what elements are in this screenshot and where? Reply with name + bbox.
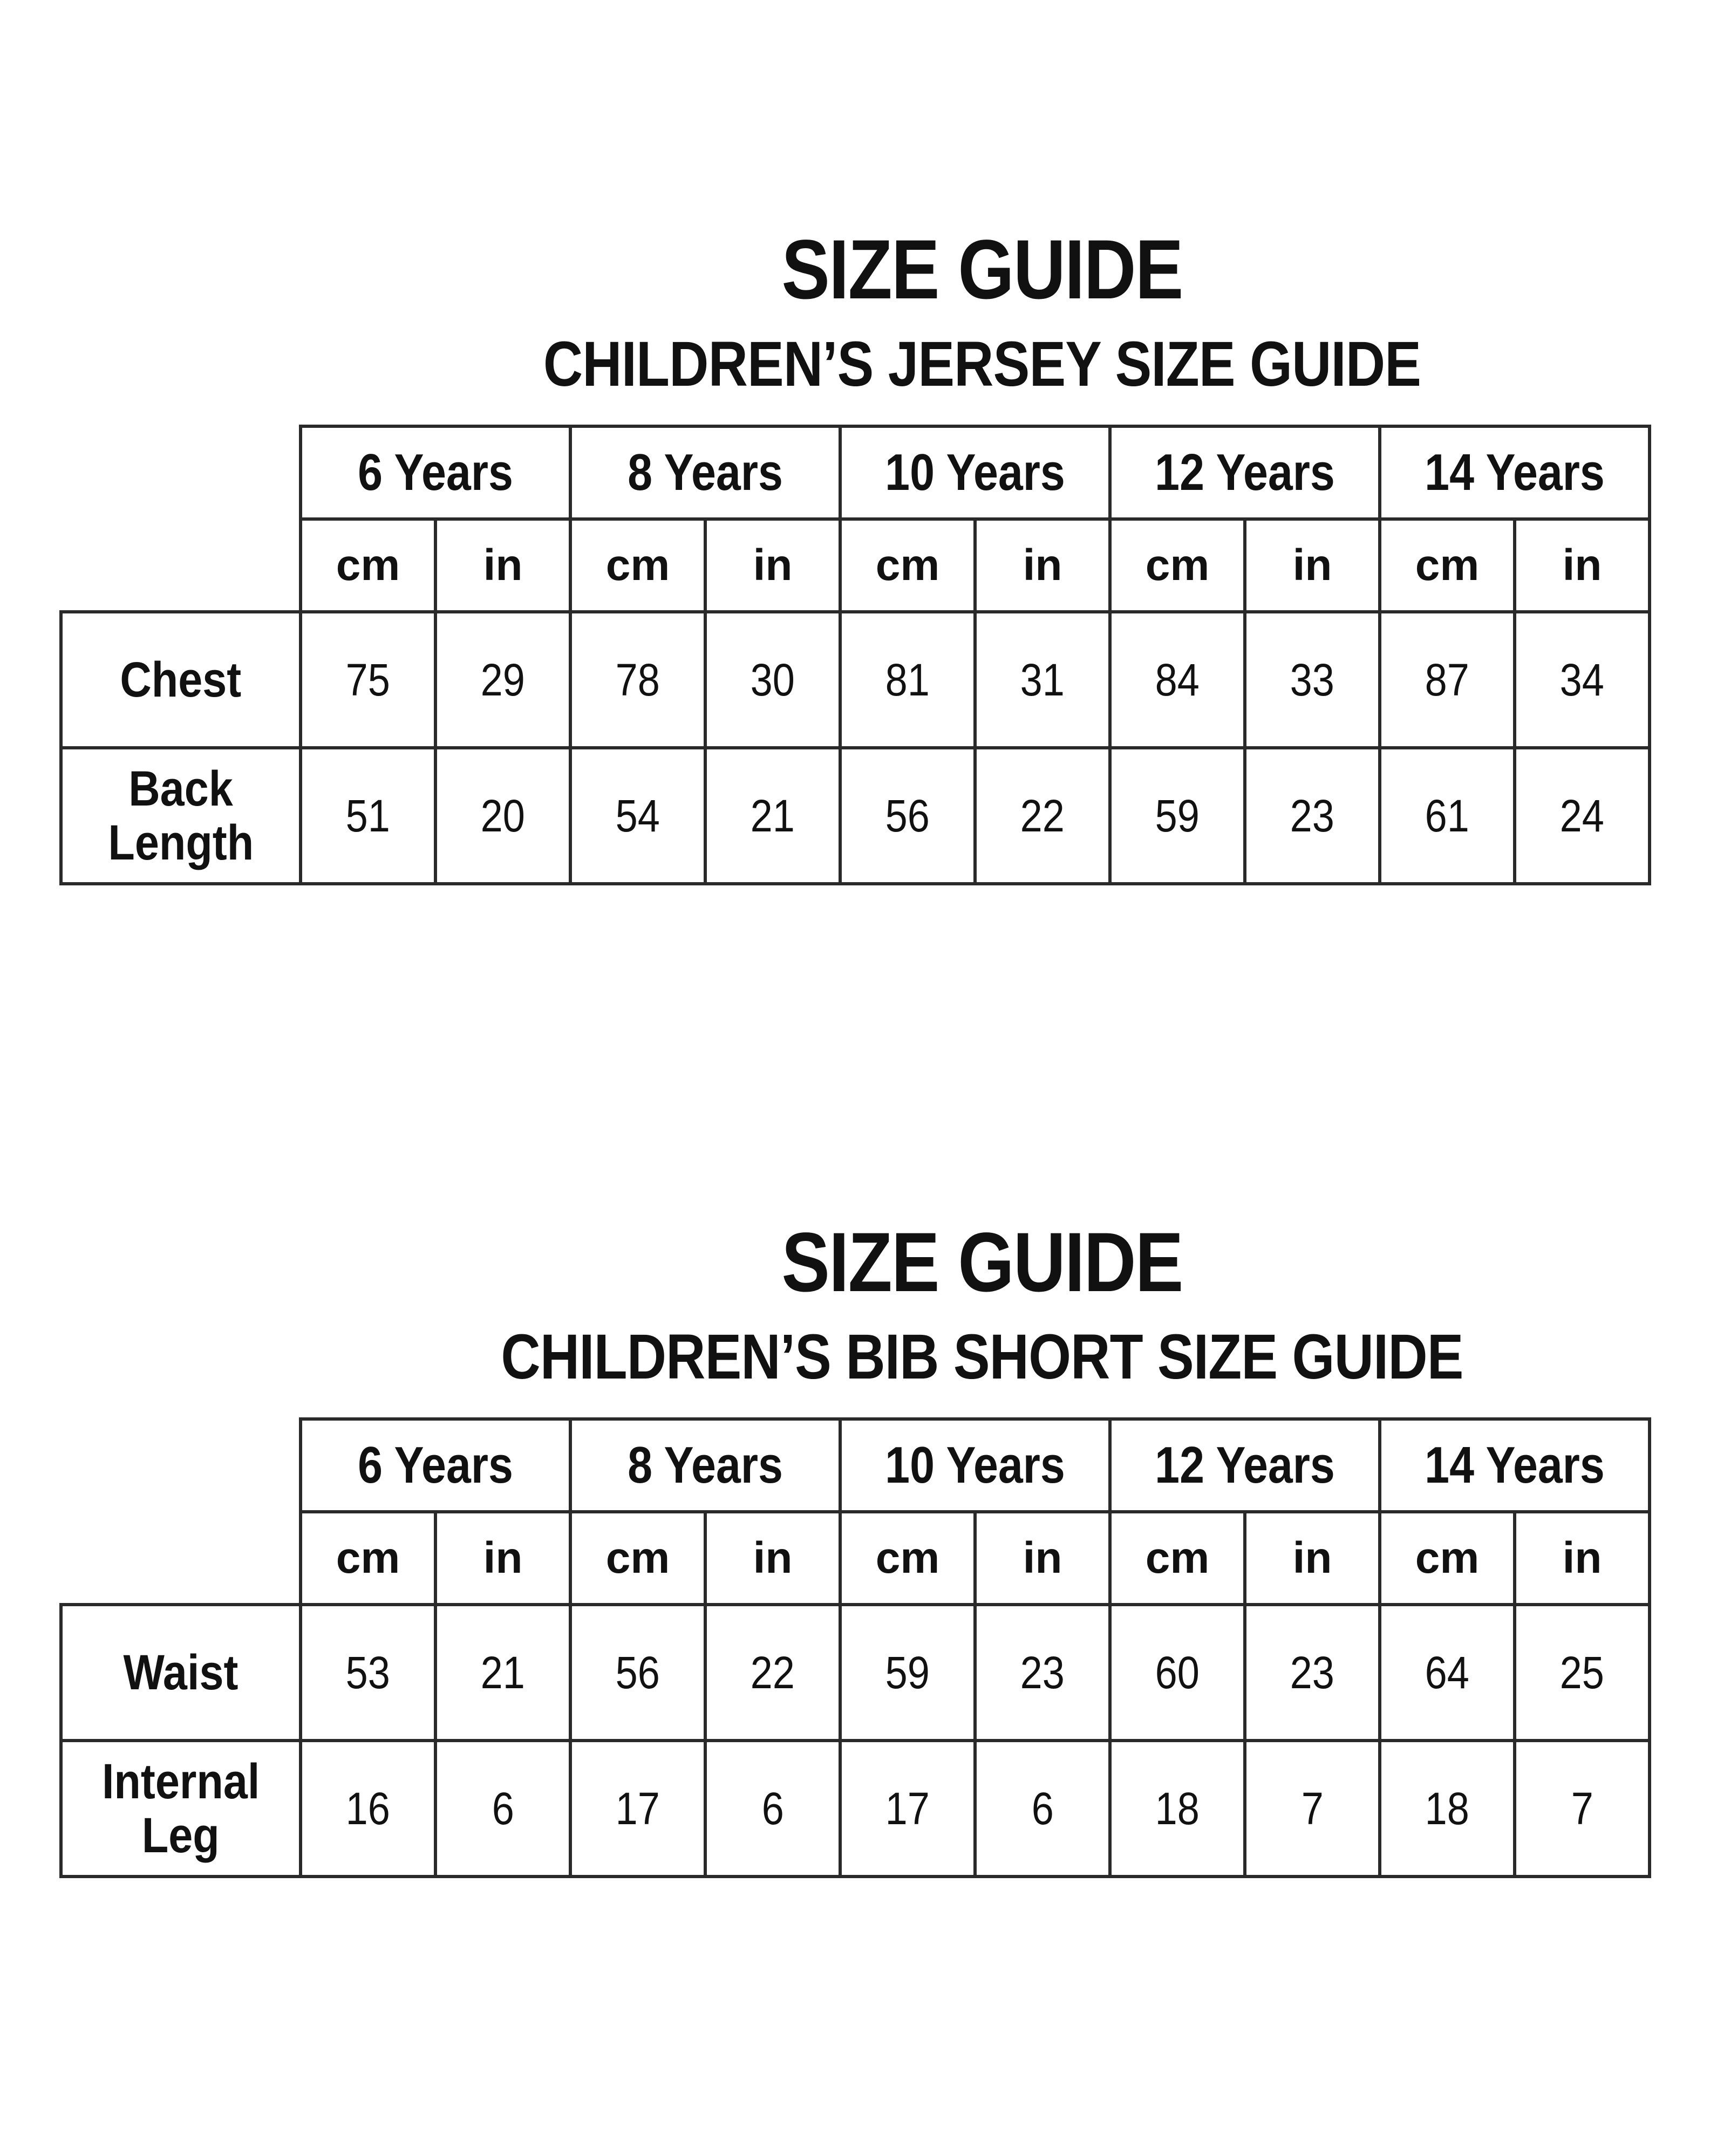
unit-header: cm (1380, 1512, 1515, 1605)
unit-header: in (1245, 519, 1380, 612)
value-cell: 59 (840, 1605, 975, 1741)
age-header: 14 Years (1380, 1419, 1650, 1512)
corner-blank (61, 426, 301, 612)
unit-header: cm (840, 519, 975, 612)
value-cell: 23 (975, 1605, 1110, 1741)
guide-title: SIZE GUIDE (781, 223, 1183, 317)
value-cell: 51 (301, 748, 435, 884)
row-label: Back Length (61, 748, 301, 884)
table-row (61, 1605, 1650, 1741)
age-header: 10 Years (840, 426, 1110, 519)
value-cell: 59 (1110, 748, 1245, 884)
bib-short-size-table (59, 1417, 1651, 1878)
value-cell: 23 (1245, 748, 1380, 884)
value-cell: 54 (570, 748, 705, 884)
value-cell: 21 (705, 748, 840, 884)
age-header-row (61, 1419, 1650, 1512)
unit-header: in (1245, 1512, 1380, 1605)
value-cell: 24 (1515, 748, 1650, 884)
guide-subtitle: CHILDREN’S JERSEY SIZE GUIDE (543, 329, 1421, 400)
value-cell: 34 (1515, 612, 1650, 748)
value-cell: 21 (435, 1605, 570, 1741)
unit-header: in (975, 519, 1110, 612)
age-header: 10 Years (840, 1419, 1110, 1512)
unit-header: in (1515, 1512, 1650, 1605)
jersey-size-table (59, 425, 1651, 885)
value-cell: 6 (435, 1741, 570, 1877)
value-cell: 23 (1245, 1605, 1380, 1741)
age-header: 6 Years (301, 426, 570, 519)
value-cell: 87 (1380, 612, 1515, 748)
value-cell: 7 (1245, 1741, 1380, 1877)
unit-header: cm (1110, 1512, 1245, 1605)
unit-header: cm (301, 519, 435, 612)
value-cell: 6 (975, 1741, 1110, 1877)
unit-header: in (705, 519, 840, 612)
value-cell: 6 (705, 1741, 840, 1877)
value-cell: 81 (840, 612, 975, 748)
age-header: 12 Years (1110, 1419, 1380, 1512)
value-cell: 17 (840, 1741, 975, 1877)
unit-header: in (705, 1512, 840, 1605)
guide-subtitle: CHILDREN’S BIB SHORT SIZE GUIDE (501, 1321, 1463, 1393)
unit-header: in (1515, 519, 1650, 612)
value-cell: 75 (301, 612, 435, 748)
value-cell: 33 (1245, 612, 1380, 748)
unit-header: cm (840, 1512, 975, 1605)
value-cell: 56 (840, 748, 975, 884)
value-cell: 64 (1380, 1605, 1515, 1741)
row-label: Internal Leg (61, 1741, 301, 1877)
value-cell: 7 (1515, 1741, 1650, 1877)
unit-header: cm (570, 1512, 705, 1605)
value-cell: 30 (705, 612, 840, 748)
unit-header: cm (1380, 519, 1515, 612)
unit-header: in (435, 1512, 570, 1605)
row-label: Waist (61, 1605, 301, 1741)
age-header-row (61, 426, 1650, 519)
table-row (61, 612, 1650, 748)
value-cell: 20 (435, 748, 570, 884)
unit-header: cm (570, 519, 705, 612)
unit-header: in (975, 1512, 1110, 1605)
value-cell: 18 (1110, 1741, 1245, 1877)
value-cell: 61 (1380, 748, 1515, 884)
value-cell: 60 (1110, 1605, 1245, 1741)
value-cell: 56 (570, 1605, 705, 1741)
age-header: 14 Years (1380, 426, 1650, 519)
value-cell: 53 (301, 1605, 435, 1741)
table-row (61, 1741, 1650, 1877)
value-cell: 16 (301, 1741, 435, 1877)
corner-blank (61, 1419, 301, 1605)
unit-header: in (435, 519, 570, 612)
value-cell: 22 (975, 748, 1110, 884)
age-header: 8 Years (570, 426, 840, 519)
age-header: 8 Years (570, 1419, 840, 1512)
value-cell: 31 (975, 612, 1110, 748)
guide-title: SIZE GUIDE (781, 1216, 1183, 1309)
value-cell: 84 (1110, 612, 1245, 748)
unit-header: cm (301, 1512, 435, 1605)
value-cell: 22 (705, 1605, 840, 1741)
value-cell: 78 (570, 612, 705, 748)
unit-header: cm (1110, 519, 1245, 612)
row-label: Chest (61, 612, 301, 748)
age-header: 12 Years (1110, 426, 1380, 519)
value-cell: 18 (1380, 1741, 1515, 1877)
value-cell: 17 (570, 1741, 705, 1877)
table-row (61, 748, 1650, 884)
value-cell: 25 (1515, 1605, 1650, 1741)
age-header: 6 Years (301, 1419, 570, 1512)
value-cell: 29 (435, 612, 570, 748)
